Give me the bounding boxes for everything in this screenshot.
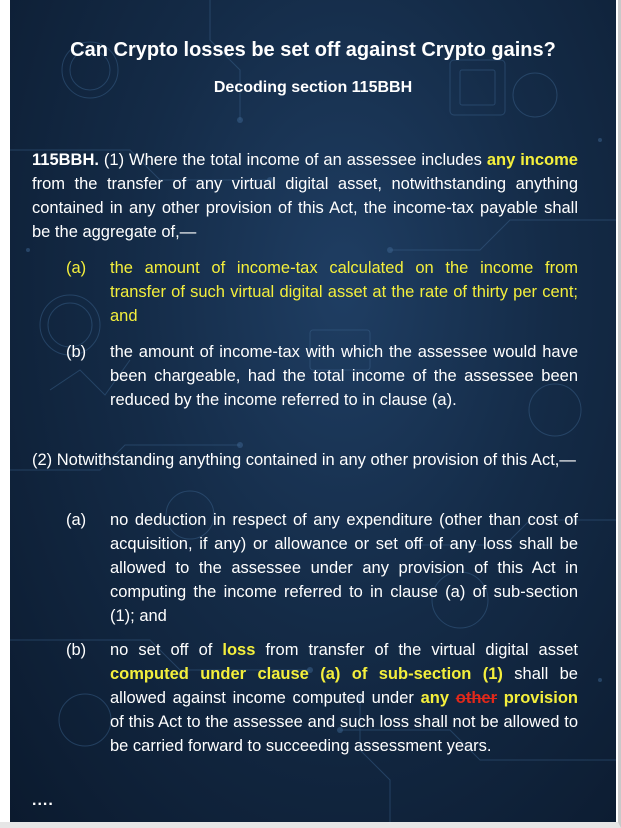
clause-1b-text: the amount of income-tax with which the assessee would have been chargeable, had the total income of the assessee been reduced by the income referred to in clause (a). <box>110 343 578 409</box>
clause-2b-text-3: shall be allowed against income computed under <box>110 665 578 707</box>
clause-2b-text <box>110 638 578 758</box>
section-1-text-a: (1) Where the total income of an assessee includes <box>98 151 487 169</box>
clause-1b-label: (b) <box>66 343 87 361</box>
clause-2b-text-1: no set off of <box>110 641 223 659</box>
clause-2b-text-2: from transfer of the virtual digital asset <box>255 641 578 659</box>
clause-1a-text: the amount of income-tax calculated on the income from transfer of such virtual digital asset at the rate of thirty per cent; and <box>110 259 578 325</box>
highlight-loss: loss <box>222 641 256 659</box>
highlight-any-income: any income <box>486 151 578 169</box>
continuation-ellipsis: .... <box>32 792 54 809</box>
slide-content <box>10 0 616 822</box>
slide-subtitle: Decoding section 115BBH <box>213 79 413 96</box>
section-1-paragraph <box>32 148 578 244</box>
highlight-computed-under-clause: computed under clause (a) of sub-section (1) <box>110 665 503 683</box>
highlight-any: any <box>420 689 450 707</box>
section-1-text-b: from the transfer of any virtual digital asset, notwithstanding anything contained in any other provision of this Act, the income-tax payable shall be the aggregate of,— <box>32 175 578 241</box>
section-2-paragraph: (2) Notwithstanding anything contained in any other provision of this Act,— <box>32 451 576 469</box>
clause-2a-label: (a) <box>66 511 87 529</box>
clause-1a-label: (a) <box>66 259 87 277</box>
slide-title: Can Crypto losses be set off against Crypto gains? <box>70 39 556 61</box>
struck-word-other: other <box>455 689 497 707</box>
slide <box>10 0 616 822</box>
clause-2b-label: (b) <box>66 641 87 659</box>
clause-2b-text-5 <box>497 689 504 707</box>
clause-2b-text-6: of this Act to the assessee and such loss shall not be allowed to be carried forward to succeeding assessment years. <box>110 713 578 755</box>
highlight-provision: provision <box>503 689 578 707</box>
clause-2a-text: no deduction in respect of any expenditure (other than cost of acquisition, if any) or allowance or set off of any loss shall be allowed to the assessee under any provision of this Act in computing the income referred to in clause (a) of sub-section (1); and <box>110 511 578 625</box>
clause-2b-text-4 <box>449 689 456 707</box>
section-number: 115BBH. <box>32 151 99 169</box>
